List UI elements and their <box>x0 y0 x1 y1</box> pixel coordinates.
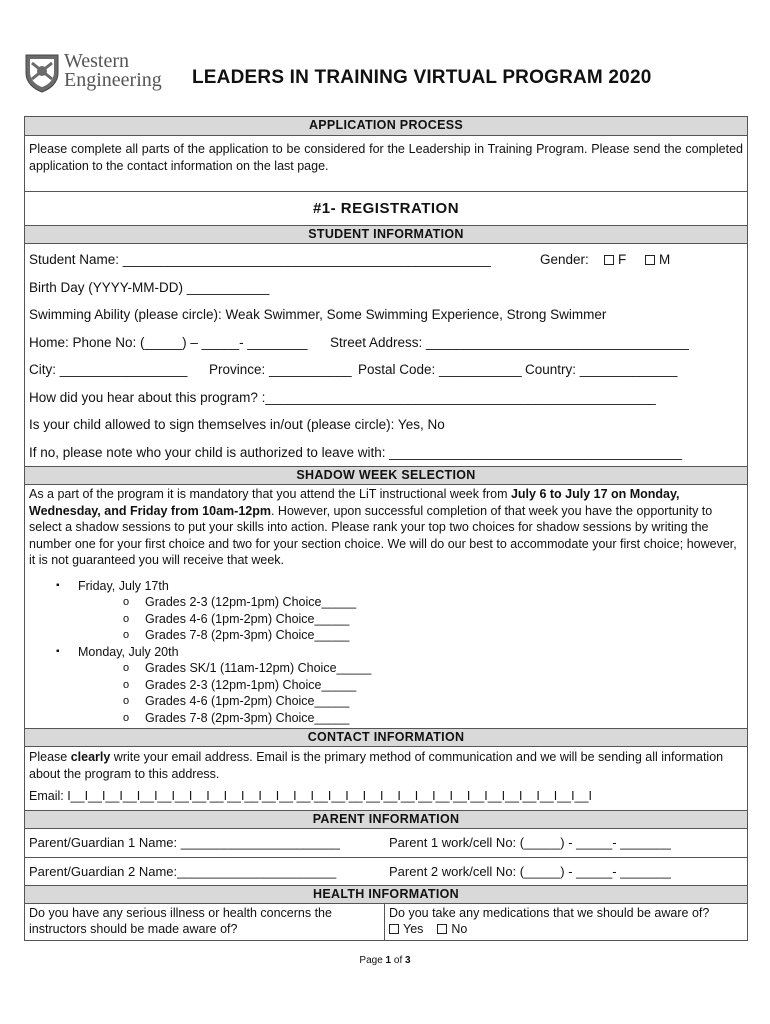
parent-information-heading: PARENT INFORMATION <box>25 810 747 829</box>
checkbox-m[interactable] <box>645 255 655 265</box>
parent-2-row <box>25 857 747 885</box>
checkbox-yes[interactable] <box>389 924 399 934</box>
friday-choice-2[interactable]: o Grades 4-6 (1pm-2pm) Choice_____ <box>123 611 743 628</box>
student-name-field[interactable]: Student Name: _________________________________________________ <box>29 252 491 267</box>
authorized-row <box>25 439 747 467</box>
province-field[interactable]: Province: ___________ <box>209 362 352 377</box>
medications-question: Do you take any medications that we should be aware of? Yes No <box>389 906 710 936</box>
gender-f-option[interactable]: F <box>604 246 626 274</box>
sign-out-question[interactable]: Is your child allowed to sign themselves in/out (please circle): Yes, No <box>29 417 445 432</box>
parent-1-row <box>25 829 747 857</box>
student-information-section <box>25 244 747 466</box>
guardian-2-name-field[interactable]: Parent/Guardian 2 Name:______________________ <box>29 864 337 879</box>
application-instructions: Please complete all parts of the application to be considered for the Leadership in Training Program. Please send the completed application to the contact information on the last page. <box>29 142 743 173</box>
monday-choice-2[interactable]: o Grades 2-3 (12pm-1pm) Choice_____ <box>123 677 743 694</box>
monday-choice-4[interactable]: o Grades 7-8 (2pm-3pm) Choice_____ <box>123 710 743 727</box>
document-header <box>24 50 754 98</box>
medications-yes-option[interactable]: Yes <box>389 922 423 936</box>
authorized-person-field[interactable]: If no, please note who your child is authorized to leave with: _______________________________________ <box>29 444 683 460</box>
guardian-1-name-field[interactable]: Parent/Guardian 1 Name: ______________________ <box>29 835 340 850</box>
city-field[interactable]: City: _________________ <box>29 362 188 377</box>
shadow-week-description: As a part of the program it is mandatory that you attend the LiT instructional week from July 6 to July 17 on Monday, Wednesday, and Friday from 10am-12pm. However, upon successful completion of that week you have the opportunity to select a shadow sessions to put your skills into action. Please rank your top two choices for shadow sessions by writing the number one for your first choice and two for your section choice. We will do our best to accommodate your first choice; however, it is not guaranteed you will receive that week. <box>29 487 737 567</box>
student-information-heading: STUDENT INFORMATION <box>25 225 747 244</box>
page-number: Page 1 of 3 <box>359 955 411 966</box>
page-title: LEADERS IN TRAINING VIRTUAL PROGRAM 2020 <box>192 67 652 88</box>
email-field[interactable]: Email: I__I__I__I__I__I__I__I__I__I__I__I__I__I__I__I__I__I__I__I__I__I__I__I__I__I__I__I__I__I__I <box>29 789 592 803</box>
swimming-row <box>25 301 747 329</box>
logo-wordmark: Western Engineering <box>64 50 162 91</box>
health-information-heading: HEALTH INFORMATION <box>25 885 747 904</box>
country-field[interactable]: Country: _____________ <box>525 362 678 377</box>
shadow-session-list <box>29 578 743 727</box>
heard-about-field[interactable]: How did you hear about this program? :____________________________________________________ <box>29 389 656 405</box>
home-phone-field[interactable]: Home: Phone No: (_____) – _____- ________ <box>29 334 308 350</box>
birthday-row <box>25 274 747 302</box>
list-item: ▪ Monday, July 20th o Grades SK/1 (11am-12pm) Choice_____ o Grades 2-3 (12pm-1pm) Choice_____ o Grades 4-6 (1pm-2pm) Choice_____ o Grades 7-8 (2pm-3pm) Choice_____ <box>56 644 743 727</box>
illness-question[interactable]: Do you have any serious illness or health concerns the instructors should be made aware of? <box>25 904 385 940</box>
shadow-week-section <box>25 485 747 728</box>
gender-m-option[interactable]: M <box>645 246 670 274</box>
signout-row <box>25 411 747 439</box>
city-row <box>25 356 747 384</box>
friday-choice-1[interactable]: o Grades 2-3 (12pm-1pm) Choice_____ <box>123 594 743 611</box>
medications-no-option[interactable]: No <box>437 922 467 936</box>
monday-choice-1[interactable]: o Grades SK/1 (11am-12pm) Choice_____ <box>123 660 743 677</box>
friday-choice-3[interactable]: o Grades 7-8 (2pm-3pm) Choice_____ <box>123 627 743 644</box>
health-information-section <box>25 904 747 940</box>
registration-title: #1- REGISTRATION <box>25 191 747 225</box>
swimming-ability-field[interactable]: Swimming Ability (please circle): Weak Swimmer, Some Swimming Experience, Strong Swimmer <box>29 307 607 322</box>
birthday-field[interactable]: Birth Day (YYYY-MM-DD) ___________ <box>29 279 270 295</box>
phone-address-row <box>25 329 747 357</box>
shadow-week-heading: SHADOW WEEK SELECTION <box>25 466 747 485</box>
checkbox-f[interactable] <box>604 255 614 265</box>
list-item: ▪ Friday, July 17th o Grades 2-3 (12pm-1pm) Choice_____ o Grades 4-6 (1pm-2pm) Choice_____ o Grades 7-8 (2pm-3pm) Choice_____ <box>56 578 743 644</box>
student-name-row <box>25 246 747 274</box>
application-process-heading: APPLICATION PROCESS <box>25 117 747 136</box>
application-form <box>24 116 748 941</box>
gender-label: Gender: <box>540 252 589 267</box>
parent-1-phone-field[interactable]: Parent 1 work/cell No: (_____) - _____- _______ <box>389 835 671 850</box>
contact-instructions: Please clearly write your email address. Email is the primary method of communication and we will be sending all information about the program to this address. <box>29 750 724 781</box>
postal-code-field[interactable]: Postal Code: ___________ <box>358 362 522 377</box>
street-address-field[interactable]: Street Address: ___________________________________ <box>330 334 689 350</box>
contact-information-heading: CONTACT INFORMATION <box>25 728 747 747</box>
western-shield-icon <box>24 53 60 93</box>
checkbox-no[interactable] <box>437 924 447 934</box>
monday-choice-3[interactable]: o Grades 4-6 (1pm-2pm) Choice_____ <box>123 693 743 710</box>
parent-2-phone-field[interactable]: Parent 2 work/cell No: (_____) - _____- _______ <box>389 864 671 879</box>
heard-row <box>25 384 747 412</box>
